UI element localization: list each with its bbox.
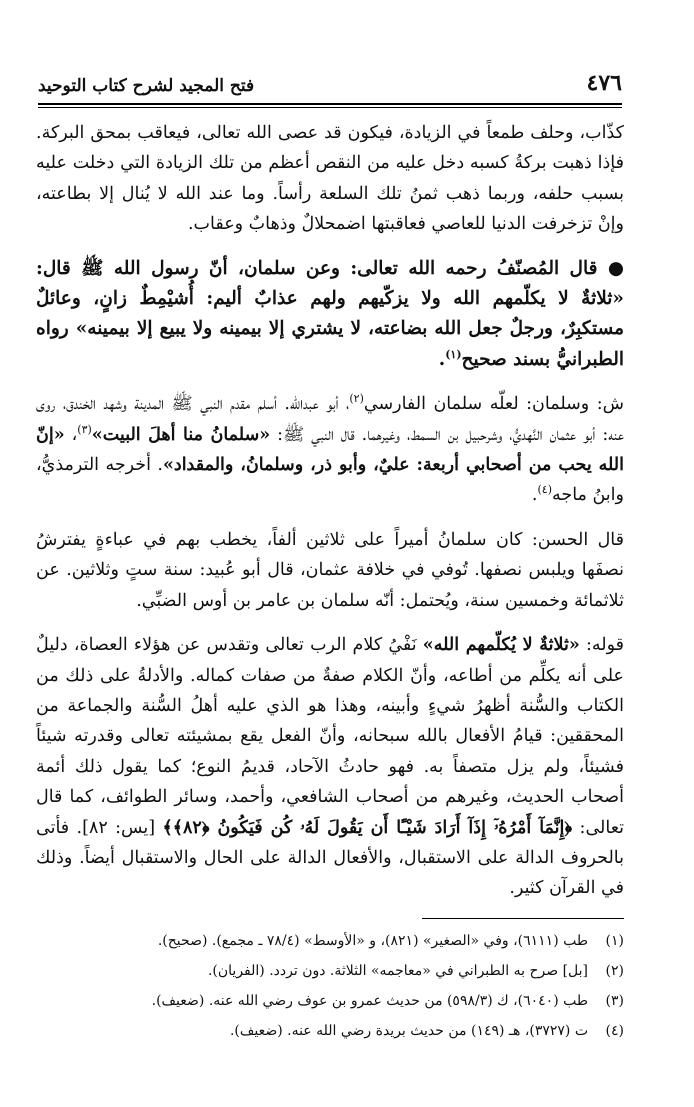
- header-rule-thin: [38, 107, 622, 108]
- footnote-separator: [422, 918, 624, 919]
- commentary-text: [يس: ٨٢]. فأتى بالحروف الدالة على الاستقبال، والأفعال الدالة على الحال والاستقبال أيضاً. وذلك في القرآن كثير.: [36, 817, 624, 899]
- commentary-text: .: [531, 485, 538, 506]
- page-header: [38, 62, 622, 96]
- footnote: [36, 926, 624, 956]
- commentary-text: ش: وسلمان: لعلّه سلمان الفارسي: [363, 394, 624, 415]
- commentary-text: . أخرجه الترمذيُّ، وابنُ ماجه: [36, 455, 624, 506]
- footnote-text: طب (٦١١١)، وفي «الصغير» (٨٢١)، و «الأوسط» (٧٨/٤ ـ مجمع). (صحيح).: [157, 933, 588, 949]
- footnote-ref-2: (٢): [349, 392, 364, 406]
- commentary-text: نَفْيُ كلام الرب تعالى وتقدس عن هؤلاء العصاة، دليلٌ على أنه يكلِّم من أطاعه، وأنّ الكلام صفةٌ من صفات كماله. والأدلةُ على ذلك من الكتاب والسُّنة أظهرُ شيءٍ وأبينه، وهذا هو الذي عليه أهلُ السُّنة والجماعة من المحققين: قيامُ الأفعال بالله سبحانه، وأنّ الفعل يقع بمشيئته تعالى وقدرته شيئاً فشيئاً، ولم يزل متصفاً به. فهو حادثُ الآحاد، قديمُ النوع؛ كما يقول ذلك أئمة أصحاب الحديث، وغيرهم من أصحاب الشافعي، وأحمد، وسائر الطوائف، كما قال تعالى:: [36, 635, 625, 838]
- hadith-text: ● قال المُصنّفُ رحمه الله تعالى: وعن سلمان، أنّ رسول الله ﷺ قال: «ثلاثةٌ لا يكلّمهم الله ولا يزكّيهم ولهم عذابٌ أليم: أُشيْمِطٌ زانٍ، وعائلٌ مستكبِرٌ، ورجلٌ جعل الله بضاعته، لا يشتري إلا بيمينه ولا يبيع إلا بيمينه» رواه الطبرانيُّ بسند صحيح: [36, 257, 624, 370]
- footnote-ref-4: (٤): [537, 483, 553, 497]
- footnote-text: [بل] صرح به الطبراني في «معاجمه» الثلاثة. دون تردد. (الفريان).: [207, 963, 588, 979]
- quran-ayah: ﴿إِنَّمَآ أَمْرُهُۥٓ إِذَآ أَرَادَ شَيْـًٔا أَن يَقُولَ لَهُۥ كُن فَيَكُونُ ﴿٨٢﴾﴾: [162, 817, 573, 838]
- paragraph-kalam: [36, 630, 624, 904]
- running-title: فتح المجيد لشرح كتاب التوحيد: [38, 76, 255, 96]
- paragraph-commentary-salman: [36, 389, 624, 511]
- quote-thalatha: «ثلاثةٌ لا يُكلّمهم الله»: [422, 635, 580, 656]
- footnote-number: (٤): [605, 1023, 624, 1039]
- commentary-text: قوله:: [579, 635, 624, 656]
- footnote-ref-3: (٣): [77, 422, 92, 436]
- paragraph-hadith: [36, 254, 624, 376]
- footnote: [36, 1016, 624, 1046]
- commentary-text: ،: [64, 424, 78, 445]
- paragraph-1: كذّاب، وحلف طمعاً في الزيادة، فيكون قد عصى الله تعالى، فيعاقب بمحق البركة. فإذا ذهبت بركةُ كسبه دخل عليه من النقص أعظم من تلك الزيادة التي دخلت عليه بسبب حلفه، وربما ذهب ثمنُ تلك السلعة رأساً. وما عند الله لا يُنال إلا بطاعته، وإنْ تزخرفت الدنيا للعاصي فعاقبتها اضمحلالٌ وذهابٌ وعقاب.: [36, 123, 624, 235]
- header-rule: [38, 103, 622, 105]
- main-text: [36, 118, 624, 918]
- page-number: ٤٧٦: [586, 70, 622, 96]
- footnote-text: ت (٣٧٢٧)، هـ (١٤٩) من حديث بريدة رضي الله عنه. (ضعيف).: [229, 1023, 588, 1039]
- quote-salman: «سلمانُ منا أهلَ البيت»: [91, 424, 271, 445]
- quote-four-companions: «إنّ الله يحب من أصحابي أربعة: عليٌ، وأبو ذر، وسلمانُ، والمقداد»: [36, 424, 624, 476]
- footnote-number: (٣): [605, 993, 624, 1009]
- footnote: [36, 986, 624, 1016]
- footnote: [36, 956, 624, 986]
- hadith-end: .: [438, 348, 446, 370]
- paragraph-hasan: قال الحسن: كان سلمانُ أميراً على ثلاثين ألفاً، يخطب بهم في عباءةٍ يفترشُ نصفَها ويلبس نصفها. تُوفي في خلافة عثمان، قال أبو عُبيد: سنة ستٍ وثلاثين. عن ثلاثمائة وخمسين سنة، ويُحتمل: أنّه سلمان بن عامر بن أوس الضبِّي.: [36, 529, 624, 611]
- footnote-ref-1: (١): [445, 347, 462, 361]
- footnote-number: (١): [605, 933, 624, 949]
- commentary-text: ، أبو عبدالله. أسلم مقدم النبي ﷺ المدينة وشهد الخندق، روى عنه: أبو عثمان النَّهديُّ، وشرحبيل بن السمط، وغيرهما. قال النبي ﷺ:: [36, 394, 624, 445]
- footnote-text: طب (٦٠٤٠)، ك (٥٩٨/٣) من حديث عمرو بن عوف رضي الله عنه. (ضعيف).: [151, 993, 588, 1009]
- footnotes: [36, 926, 624, 1046]
- footnote-number: (٢): [605, 963, 624, 979]
